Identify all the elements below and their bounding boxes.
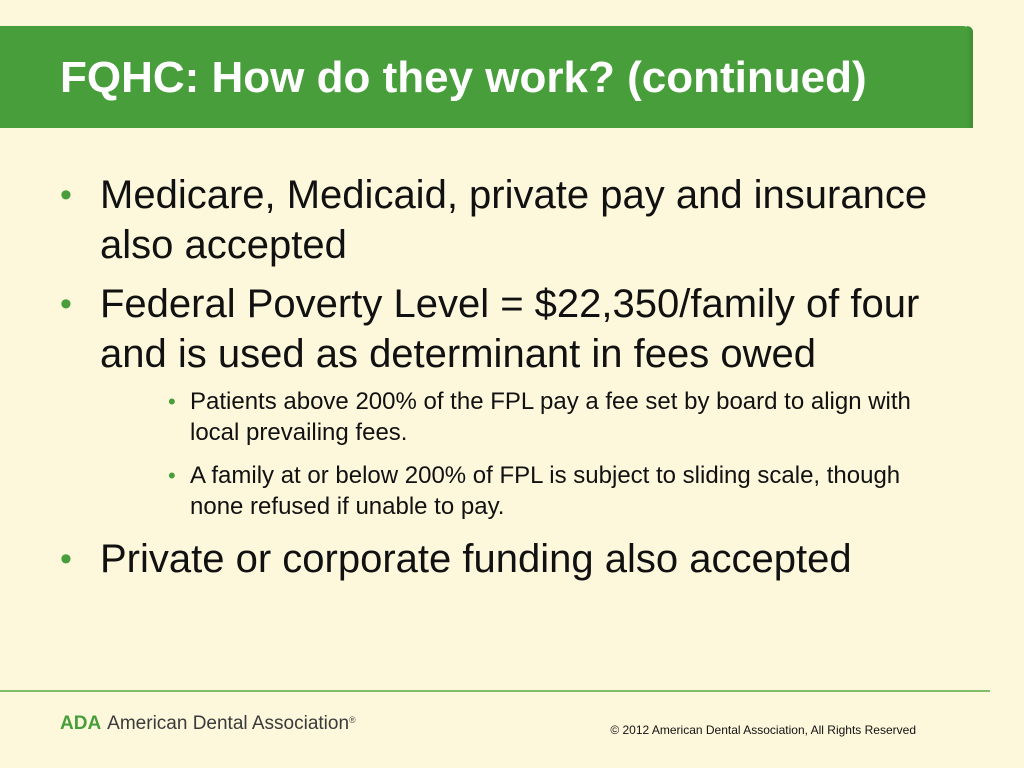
sub-bullet-text: A family at or below 200% of FPL is subject to sliding scale, though none refused if unable to pay. (190, 462, 901, 520)
slide-title: FQHC: How do they work? (continued) (60, 53, 867, 102)
bullet-item (60, 170, 980, 270)
sub-bullet-item (168, 386, 960, 448)
slide-body (60, 170, 980, 593)
registered-mark: ® (349, 715, 356, 725)
logo-abbrev: ADA (60, 713, 102, 734)
bullet-item (60, 279, 980, 379)
bullet-item (60, 534, 980, 584)
bullet-icon: • (60, 540, 72, 578)
sub-bullet-icon: • (168, 463, 176, 488)
sub-bullet-item (168, 460, 960, 522)
bullet-icon: • (60, 176, 72, 214)
sub-bullet-list (60, 386, 980, 522)
footer-divider (0, 690, 990, 692)
sub-bullet-icon: • (168, 389, 176, 414)
logo-name: American Dental Association (107, 713, 350, 734)
copyright-notice: © 2012 American Dental Association, All Rights Reserved (610, 723, 916, 737)
bullet-text: Private or corporate funding also accepted (100, 537, 852, 581)
ada-logo (60, 713, 356, 735)
sub-bullet-text: Patients above 200% of the FPL pay a fee set by board to align with local prevailing fees. (190, 388, 911, 446)
bullet-text: Medicare, Medicaid, private pay and insurance also accepted (100, 173, 928, 267)
bullet-text: Federal Poverty Level = $22,350/family of four and is used as determinant in fees owed (100, 282, 920, 376)
bullet-icon: • (60, 285, 72, 323)
